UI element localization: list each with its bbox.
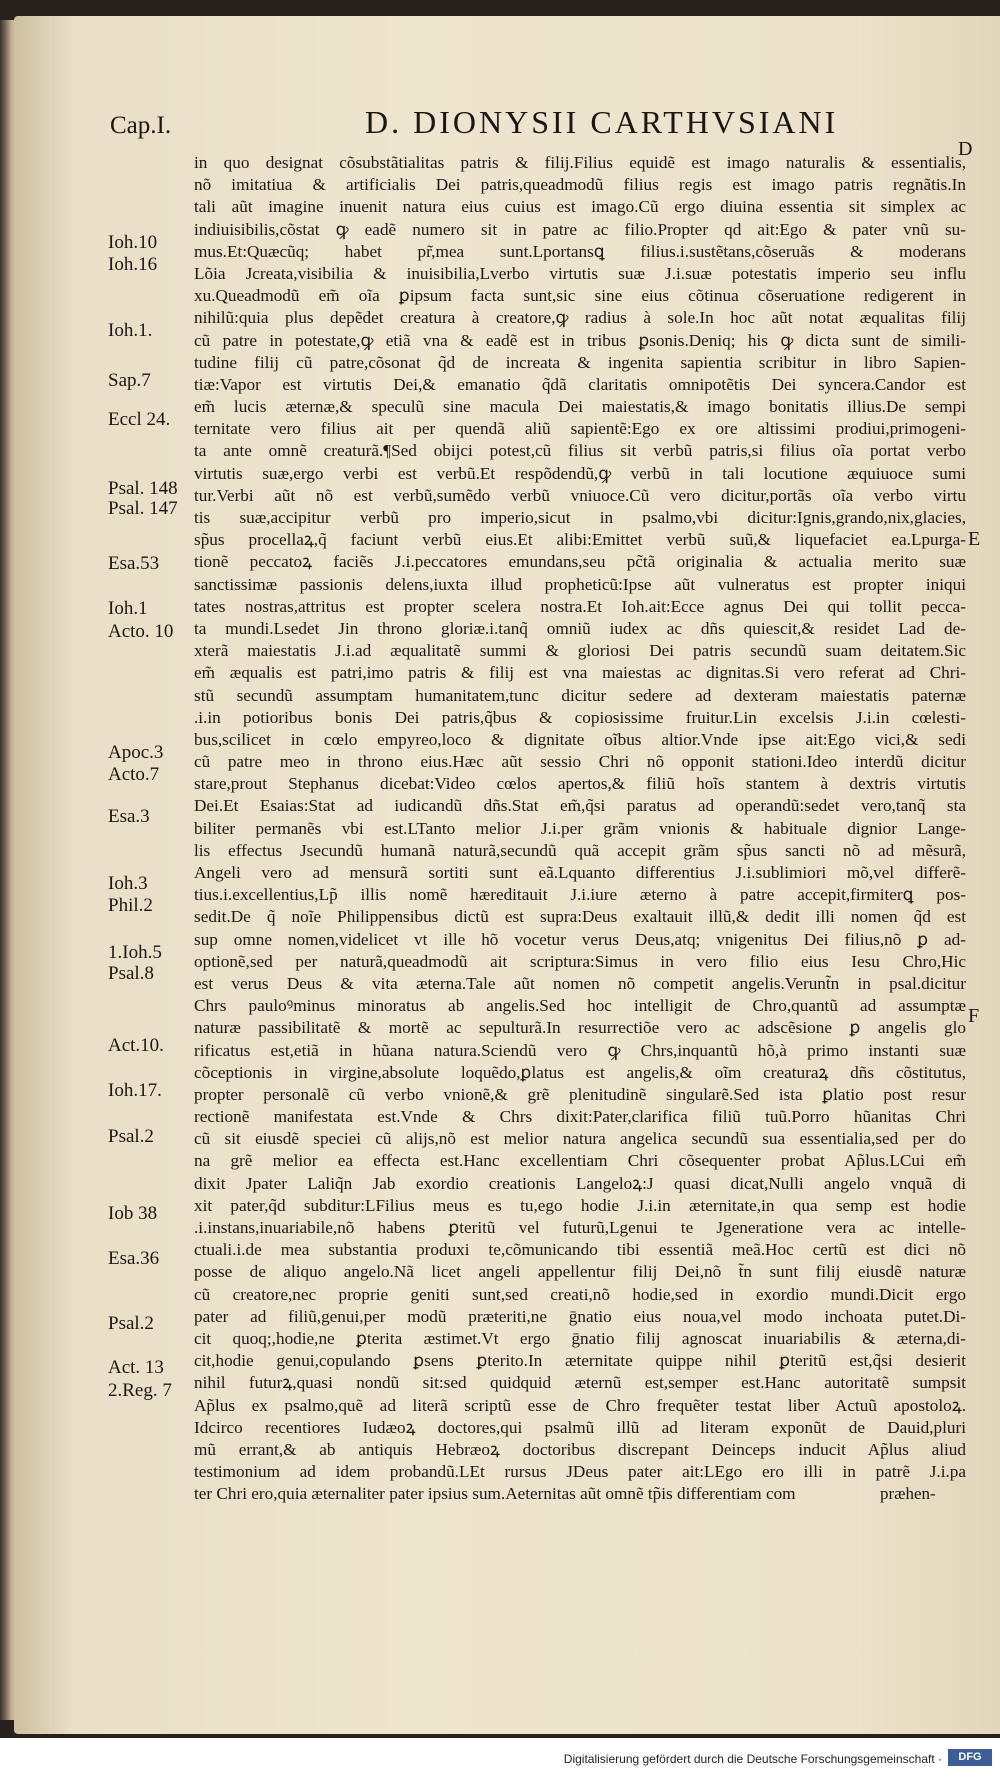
text-line: .i.instans,inuariabile,nõ habens ꝑteritũ vel futurũ,Lgenui te Jgeneratione vera ac intelle- [194, 1218, 966, 1237]
text-line: mus.Et:Quæcũq; habet pr̃,mea sunt.Lportansꝗ filius.i.sustẽtans,cõseruãs & moderans [194, 241, 966, 261]
text-line: posse de aliquo angelo.Nã licet angeli appellentur filij Dei,nõ t̃n sunt filij eiusdẽ naturæ [194, 1262, 966, 1282]
text-line: cũ patre in potestate,ꝙ etiã vna & eadẽ est in tribus ꝑsonis.Deniq; his ꝙ dicta sunt de simili- [194, 330, 966, 350]
text-line: Idcirco recentiores Iudæoꝝ doctores,qui psalmũ illũ ad literam exponũt de Dauid,pluri [194, 1417, 966, 1437]
main-text-block [194, 152, 966, 1505]
marginal-ref: Iob 38 [108, 1203, 158, 1224]
text-line: ter Chri ero,quia æternaliter pater ipsius sum.Aeternitas aũt omnẽ tp̃is differentiam com [194, 1484, 796, 1504]
marginal-ref: Phil.2 [108, 895, 153, 916]
text-line: ctuali.i.de mea substantia produxi te,cõmunicando tibi essentiã meã.Hoc certũ est dici nõ [194, 1240, 966, 1260]
text-line: cit quoq;,hodie,ne ꝑterita æstimet.Vt ergo ḡnatio filij agnoscat inuariabilis & æterna,di- [194, 1328, 966, 1348]
text-line: rificatus est,etiã in hũana natura.Sciendũ vero ꝙ Chrs,inquantũ hõ,à primo instanti suæ [194, 1040, 966, 1060]
marginal-ref: Psal.8 [108, 963, 154, 984]
marginal-ref: Esa.53 [108, 553, 160, 574]
marginal-ref: Ioh.10 [108, 232, 158, 253]
marginal-ref: Ioh.1 [108, 598, 148, 619]
text-line: nihil futurꝝ,quasi nondũ sit:sed quidquid æternũ est,semper est.Hanc autoritatẽ sumpsit [194, 1373, 966, 1393]
catchword: præhen- [880, 1484, 936, 1503]
marginal-ref: Acto. 10 [108, 621, 174, 642]
text-line: sanctissimæ passionis delens,iuxta illud propheticũ:Ipse aũt vulneratus est propter iniqui [194, 574, 966, 594]
marginal-ref: Ioh.17. [108, 1080, 162, 1101]
text-line: tis suæ,accipitur verbũ pro imperio,sicut in psalmo,vbi dicitur:Ignis,grando,nix,glacies, [194, 508, 966, 527]
text-line: Angeli vero ad mensurã sortiti sunt eã.Lquanto differentius J.i.sublimiori mõ,vel differẽ- [194, 863, 966, 882]
text-line: Dei.Et Esaias:Stat ad iudicandũ dñs.Stat em̃,q̃si paratus ad operandũ:sedet vero,tanq̃ sta [194, 796, 966, 816]
text-line: cõceptionis in virgine,absolute loquẽdo,ꝑlatus est angelis,& oĩm creaturaꝝ dñs cõstitutus, [194, 1062, 966, 1082]
marginal-ref: 2.Reg. 7 [108, 1380, 172, 1401]
marginal-ref: Apoc.3 [108, 742, 164, 763]
text-line: in quo designat cõsubstãtialitas patris & filij.Filius equidẽ est imago naturalis & essentialis, [194, 153, 966, 172]
text-line: stũ secundũ assumptam humanitatem,tunc dicitur sedere ad dexteram maiestatis paternæ [194, 685, 966, 705]
marginal-ref: 1.Ioh.5 [108, 942, 162, 963]
text-line: tur.Verbi aũt nõ est verbũ,sumẽdo verbũ vniuoce.Cũ vero dicitur,portãs oĩa verbo virtu [194, 485, 966, 505]
marginal-ref: Esa.3 [108, 806, 150, 827]
text-line: xu.Queadmodũ em̃ oĩa ꝑipsum facta sunt,sic sine eius cõtinua cõseruatione redigerent in [194, 286, 966, 306]
text-line: mũ errant,& ab antiquis Hebræoꝝ doctoribus discrepant Deinceps inducit Ap̃lus aliud [194, 1439, 966, 1459]
text-line: pater ad filiũ,genui,per modũ præteriti,ne ḡnatio eius noua,vel modo inchoata putet.Di- [194, 1306, 966, 1326]
text-line: cit,hodie genui,copulando ꝑsens ꝑterito.In æternitate quippe nihil ꝑteritũ est,q̃si desierit [194, 1351, 966, 1371]
text-line: tius.i.excellentius,Lp̃ illis nomẽ hæreditauit J.i.iure æterno à patre accepit,firmiterꝗ pos- [194, 885, 966, 905]
margin-letter-e: E [968, 528, 981, 550]
text-line: Lõia Jcreata,visibilia & inuisibilia,Lverbo virtutis suæ J.i.suæ potestatis imperio seu influ [194, 263, 966, 283]
text-line: tates nostras,attritus est propter scelera nostra.Et Ioh.ait:Ecce agnus Dei qui tollit pecca- [194, 596, 966, 616]
marginal-ref: Ioh.16 [108, 254, 158, 275]
text-line: nõ imitatiua & artificialis Dei patris,queadmodũ filius regis est imago patris regnãtis.In [194, 175, 966, 195]
text-line: est verus Deus & vita æterna.Tale aũt nomen nõ competit angelis.Verunt̃n in psal.dicitur [194, 973, 966, 993]
text-line: cũ creatore,nec proprie geniti sunt,sed creati,nõ hodie,sed in exordio mundi.Dicit ergo [194, 1284, 966, 1304]
text-line: Ap̃lus ex psalmo,quẽ ad literã scriptũ esse de Chro frequẽter testat liber Actuũ apostoloꝝ. [194, 1395, 966, 1415]
text-line: Chrs pauloꝰminus minoratus ab angelis.Sed hoc intelligit de Chro,quantũ ad assumptæ [194, 996, 966, 1016]
dfg-logo: DFG [948, 1749, 992, 1766]
text-line: na grẽ melior ea effecta est.Hanc excellentiam Chri cõsequenter probat Ap̃lus.LCui em̃ [194, 1151, 966, 1171]
marginal-ref: Psal.2 [108, 1313, 154, 1334]
margin-letter-f: F [968, 1005, 980, 1027]
text-line: testimonium ad idem probandũ.LEt rursus JDeus pater ait:LEgo ero illi in patrẽ J.i.pa [194, 1462, 966, 1482]
funding-note: Digitalisierung gefördert durch die Deutsche Forschungsgemeinschaft · [563, 1752, 942, 1766]
text-line: tali aũt imagine inuenit natura eius cuius est imago.Cũ ergo diuina essentia sit simplex ac [194, 197, 966, 217]
text-line: lis effectus Jsecundũ humanã naturã,secundũ quã accepit grãm sp̃us sancti nõ ad mẽsurã, [194, 840, 966, 860]
text-line: ternitate vero filius ait per quendã aliũ sapientẽ:Ego ex ore altissimi prodiui,primogeni- [194, 419, 966, 439]
text-line: propter personalẽ cũ verbo vnionẽ,& grẽ plenitudinẽ singularẽ.Sed ista ꝑlatio post resur [194, 1084, 966, 1104]
text-line: virtutis suæ,ergo verbi est verbũ.Et respõdendũ,ꝙ verbũ in tali locutione æquiuoce sumi [194, 463, 966, 483]
text-line: cũ patre meo in throno eius.Hæc aũt sessio Chri nõ opponit stationi.Ideo interdũ dicitur [194, 752, 966, 772]
marginal-references [108, 0, 200, 1700]
marginal-ref: Act.10. [108, 1035, 164, 1056]
chapter-label: Cap.I. [110, 112, 172, 139]
text-line: bus,scilicet in cœlo empyreo,loco & dignitate oĩbus altior.Vnde ipse ait:Ego vici,& sedi [194, 729, 966, 749]
text-line: .i.in potioribus bonis Dei patris,q̃bus & copiosissime fruitur.Lin excelsis J.i.in cœlesti- [194, 707, 966, 727]
text-line: optionẽ,sed per naturã,queadmodũ ait scriptura:Simus in vero filio eius Iesu Chro,Hic [194, 951, 966, 971]
marginal-ref: Acto.7 [108, 764, 160, 785]
text-line: ta mundi.Lsedet Jin throno gloriæ.i.tanq̃ omniũ iudex ac dñs quiescit,& residet Lad de- [194, 618, 966, 638]
text-line: biliter permanẽs vbi est.LTanto melior J.i.per grãm vnionis & habituale dignior Lange- [194, 818, 966, 838]
text-line: em̃ æqualis est patri,imo patris & filij est vna maiestas ac dignitas.Si vero referat ad Chri- [194, 663, 966, 683]
running-title: D. DIONYSII CARTHVSIANI [365, 104, 839, 140]
text-line: xterã maiestatis J.i.ad æqualitatẽ summi & gloriosi Dei patris secundũ suam deitatem.Sic [194, 641, 966, 661]
marginal-ref: Act. 13 [108, 1357, 164, 1378]
text-line: tionẽ peccatoꝝ faciẽs J.i.peccatores emundans,seu pc̃tã originalia & actualia merito suæ [194, 552, 966, 572]
text-line: xit pater,q̃d subditur:LFilius meus es tu,ego hodie J.i.in æternitate,in qua semp est hodie [194, 1195, 966, 1215]
text-line: rectionẽ manifestata est.Vnde & Chrs dixit:Pater,clarifica filiũ tuũ.Porro hũanitas Chri [194, 1107, 966, 1127]
margin-letter-d: D [958, 138, 973, 160]
marginal-ref: Eccl 24. [108, 409, 171, 430]
text-line: sedit.De q̃ noĩe Philippensibus dictũ est supra:Deus exaltauit illũ,& dedit illi nomen q̃d est [194, 907, 966, 927]
text-line: tiæ:Vapor est virtutis Dei,& emanatio q̃dã claritatis omnipotẽtis Dei syncera.Candor est [194, 374, 966, 394]
marginal-ref: Psal. 148 [108, 478, 178, 499]
text-line: sup omne nomen,videlicet vt ille hõ vocetur verus Deus,atq; vnigenitus Dei filius,nõ ꝑ ad- [194, 929, 966, 949]
marginal-ref: Ioh.3 [108, 873, 148, 894]
text-line: sp̃us procellaꝝ,q̃ faciunt verbũ eius.Et alibi:Emittet verbũ suũ,& liquefaciet ea.Lpurga- [194, 530, 966, 550]
text-line: tudine filij cũ patre,cõsonat q̃d de increata & ingenita sapientia scribitur in libro Sapien- [194, 352, 966, 372]
marginal-ref: Ioh.1. [108, 320, 153, 341]
marginal-ref: Psal.2 [108, 1126, 154, 1147]
marginal-ref: Sap.7 [108, 370, 151, 391]
text-line: stare,prout Stephanus dicebat:Video cœlos apertos,& filiũ hoĩs stantem à dextris virtutis [194, 774, 966, 794]
text-line: dixit Jpater Laliq̃n Jab exordio creationis Langeloꝝ:J quasi dicat,Nulli angelo vnquã di [194, 1173, 966, 1193]
text-line: indiuisibilis,cõstat ꝙ eadẽ numero sit in patre ac filio.Propter qd ait:Ego & pater vnũ su- [194, 219, 966, 239]
text-line: em̃ lucis æternæ,& speculũ sine macula Dei maiestatis,& imago bonitatis illius.De sempi [194, 397, 966, 417]
page-header [110, 104, 970, 144]
marginal-ref: Esa.36 [108, 1248, 160, 1269]
text-line: cũ sit eiusdẽ speciei cũ alijs,nõ est melior natura angelica secundũ sua essentialia,sed per do [194, 1129, 966, 1149]
digitization-footer [0, 1738, 1000, 1778]
marginal-ref: Psal. 147 [108, 498, 178, 519]
text-line: naturæ passibilitatẽ & mortẽ ac sepulturã.In resurrectiõe vero ac adscẽsione ꝑ angelis glo [194, 1018, 966, 1038]
text-line: nihilũ:quia plus depẽdet creatura à creatore,ꝙ radius à sole.In hoc aũt notat æqualitas filij [194, 308, 966, 328]
text-line: ta ante omnẽ creaturã.¶Sed obijci potest,cũ filius sit verbũ patris,si filius oĩa portat verbo [194, 441, 966, 461]
